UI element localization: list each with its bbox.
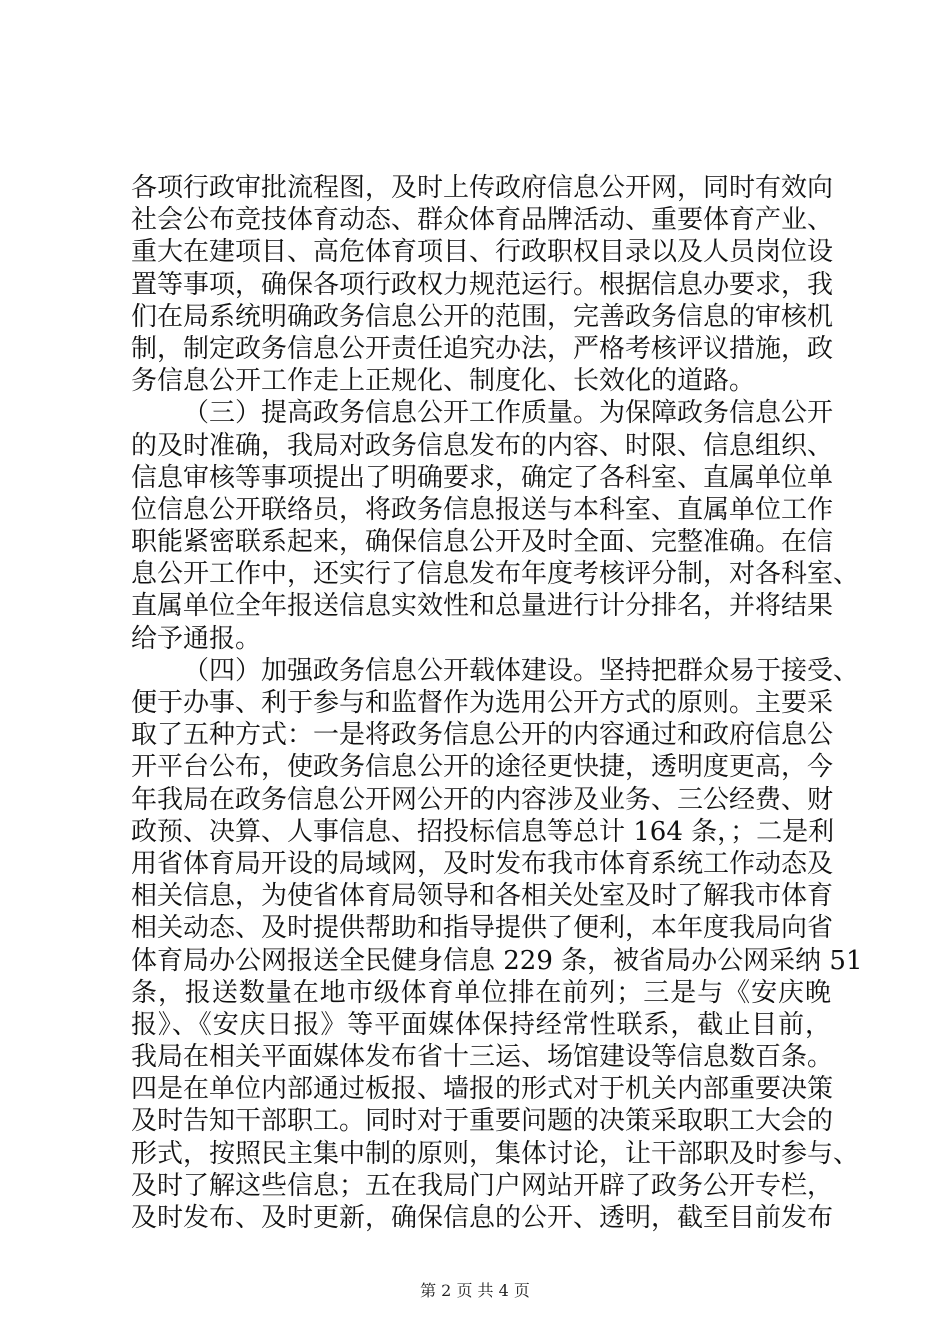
text-line: 各项行政审批流程图，及时上传政府信息公开网，同时有效向 (131, 173, 834, 203)
paragraph-section-4 (131, 655, 863, 1234)
text-line: 用省体育局开设的局域网，及时发布我市体育系统工作动态及 (131, 848, 834, 879)
text-line: 取了五种方式：一是将政务信息公开的内容通过和政府信息公 (131, 720, 834, 751)
text-line: 相关动态、及时提供帮助和指导提供了便利，本年度我局向省 (131, 913, 834, 944)
text-line: （三）提高政务信息公开工作质量。为保障政务信息公开 (183, 398, 834, 429)
text-line: 们在局系统明确政务信息公开的范围，完善政务信息的审核机 (131, 301, 834, 332)
text-line: 开平台公布，使政务信息公开的途径更快捷，透明度更高，今 (131, 752, 834, 783)
text-line: 直属单位全年报送信息实效性和总量进行计分排名，并将结果 (131, 591, 834, 622)
text-line: 信息审核等事项提出了明确要求，确定了各科室、直属单位单 (131, 462, 834, 493)
text-line: 及时发布、及时更新，确保信息的公开、透明，截至目前发布 (131, 1203, 834, 1233)
document-body (131, 172, 863, 1234)
text-line: 息公开工作中，还实行了信息发布年度考核评分制，对各科室、 (131, 559, 860, 590)
text-line: 条，报送数量在地市级体育单位排在前列；三是与《安庆晚 (131, 977, 831, 1008)
text-line: 的及时准确，我局对政务信息发布的内容、时限、信息组织、 (131, 430, 834, 461)
text-line: 报》、《安庆日报》等平面媒体保持经常性联系，截止目前， (131, 1009, 831, 1040)
paragraph-section-3 (131, 397, 860, 655)
page-number-footer: 第 2 页 共 4 页 (420, 1281, 530, 1300)
text-line: 制，制定政务信息公开责任追究办法，严格考核评议措施，政 (131, 333, 834, 364)
text-line: 年我局在政务信息公开网公开的内容涉及业务、三公经费、财 (131, 784, 834, 815)
text-line: 务信息公开工作走上正规化、制度化、长效化的道路。 (131, 366, 756, 397)
paragraph-continued (131, 172, 834, 397)
text-line: 及时了解这些信息；五在我局门户网站开辟了政务公开专栏， (131, 1170, 834, 1201)
text-line: （四）加强政务信息公开载体建设。坚持把群众易于接受、 (183, 655, 860, 686)
text-line: 四是在单位内部通过板报、墙报的形式对于机关内部重要决策 (131, 1074, 834, 1105)
text-line: 位信息公开联络员，将政务信息报送与本科室、直属单位工作 (131, 494, 834, 525)
text-line: 社会公布竞技体育动态、群众体育品牌活动、重要体育产业、 (131, 205, 834, 236)
text-line: 便于办事、利于参与和监督作为选用公开方式的原则。主要采 (131, 688, 834, 718)
text-line: 我局在相关平面媒体发布省十三运、场馆建设等信息数百条。 (131, 1042, 834, 1073)
text-line: 体育局办公网报送全民健身信息 229 条，被省局办公网采纳 51 (131, 945, 863, 976)
text-line: 相关信息，为使省体育局领导和各相关处室及时了解我市体育 (131, 881, 834, 912)
text-line: 置等事项，确保各项行政权力规范运行。根据信息办要求，我 (131, 269, 834, 300)
text-line: 重大在建项目、高危体育项目、行政职权目录以及人员岗位设 (131, 237, 834, 268)
text-line: 职能紧密联系起来，确保信息公开及时全面、完整准确。在信 (131, 527, 834, 558)
text-line: 形式，按照民主集中制的原则，集体讨论，让干部职及时参与、 (131, 1138, 860, 1169)
text-line: 给予通报。 (131, 623, 262, 654)
text-line: 及时告知干部职工。同时对于重要问题的决策采取职工大会的 (131, 1106, 834, 1137)
text-line: 政预、决算、人事信息、招投标信息等总计 164 条，；二是利 (131, 816, 835, 847)
